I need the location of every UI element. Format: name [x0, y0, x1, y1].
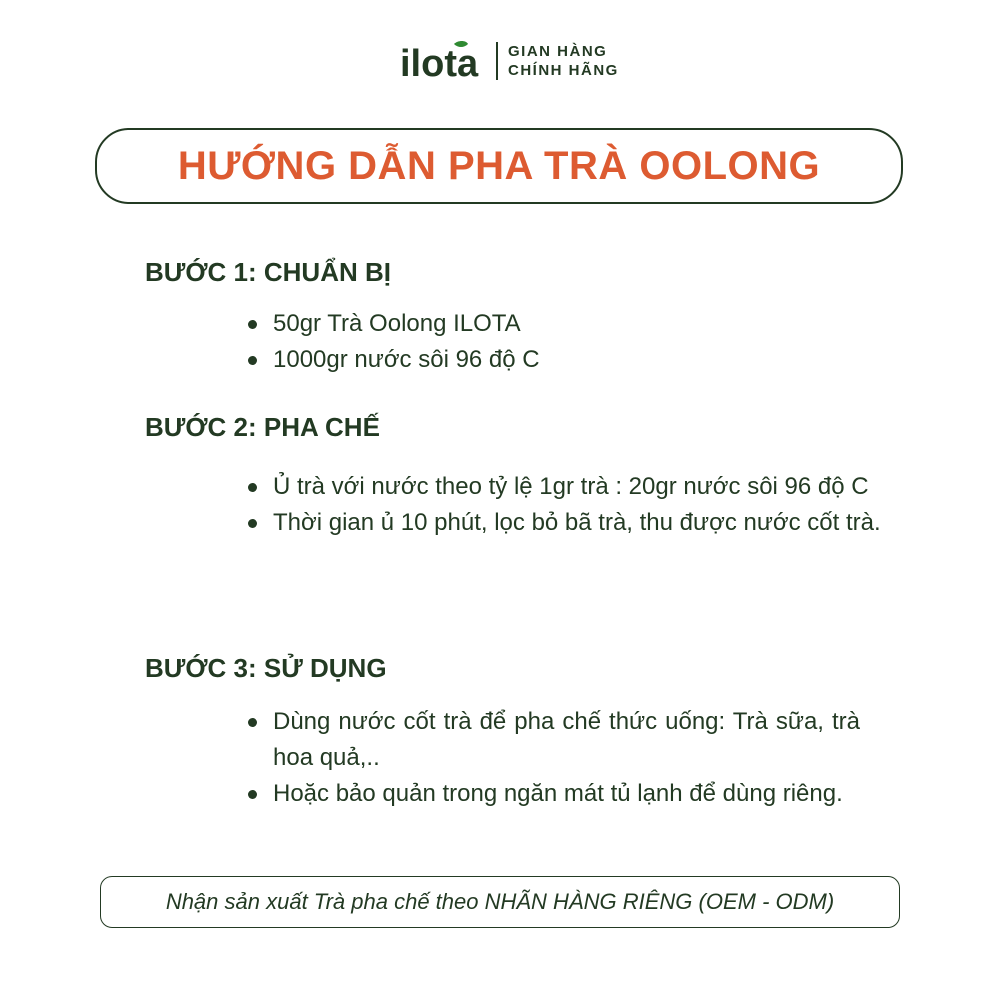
brand-divider	[496, 42, 498, 80]
brand-name: ilota	[400, 43, 479, 82]
step-1-item-1: 50gr Trà Oolong ILOTA	[245, 306, 590, 342]
tagline-line-1: GIAN HÀNG	[508, 43, 608, 60]
step-3-heading: BƯỚC 3: SỬ DỤNG	[145, 653, 387, 683]
step-1-list	[245, 306, 590, 378]
brand-header	[400, 40, 619, 82]
footer-box	[100, 876, 900, 928]
step-1-heading: BƯỚC 1: CHUẨN BỊ	[145, 257, 391, 287]
step-2-heading: BƯỚC 2: PHA CHẾ	[145, 412, 380, 442]
step-2-list	[245, 469, 885, 541]
step-3-item-2: Hoặc bảo quản trong ngăn mát tủ lạnh để dùng riêng.	[245, 776, 860, 812]
brand-tagline	[508, 42, 619, 80]
footer-text: Nhận sản xuất Trà pha chế theo NHÃN HÀNG RIÊNG (OEM - ODM)	[165, 889, 835, 914]
step-1-item-2: 1000gr nước sôi 96 độ C	[245, 342, 590, 378]
step-3-list	[245, 704, 860, 812]
title-box	[95, 128, 903, 204]
step-3-item-1: Dùng nước cốt trà để pha chế thức uống: Trà sữa, trà hoa quả,..	[245, 704, 860, 776]
step-2-item-1: Ủ trà với nước theo tỷ lệ 1gr trà : 20gr nước sôi 96 độ C	[245, 469, 885, 505]
page-title: HƯỚNG DẪN PHA TRÀ OOLONG	[177, 143, 821, 188]
step-2-item-2: Thời gian ủ 10 phút, lọc bỏ bã trà, thu được nước cốt trà.	[245, 505, 885, 541]
ilota-logo	[400, 40, 490, 82]
tagline-line-2: CHÍNH HÃNG	[508, 62, 619, 79]
